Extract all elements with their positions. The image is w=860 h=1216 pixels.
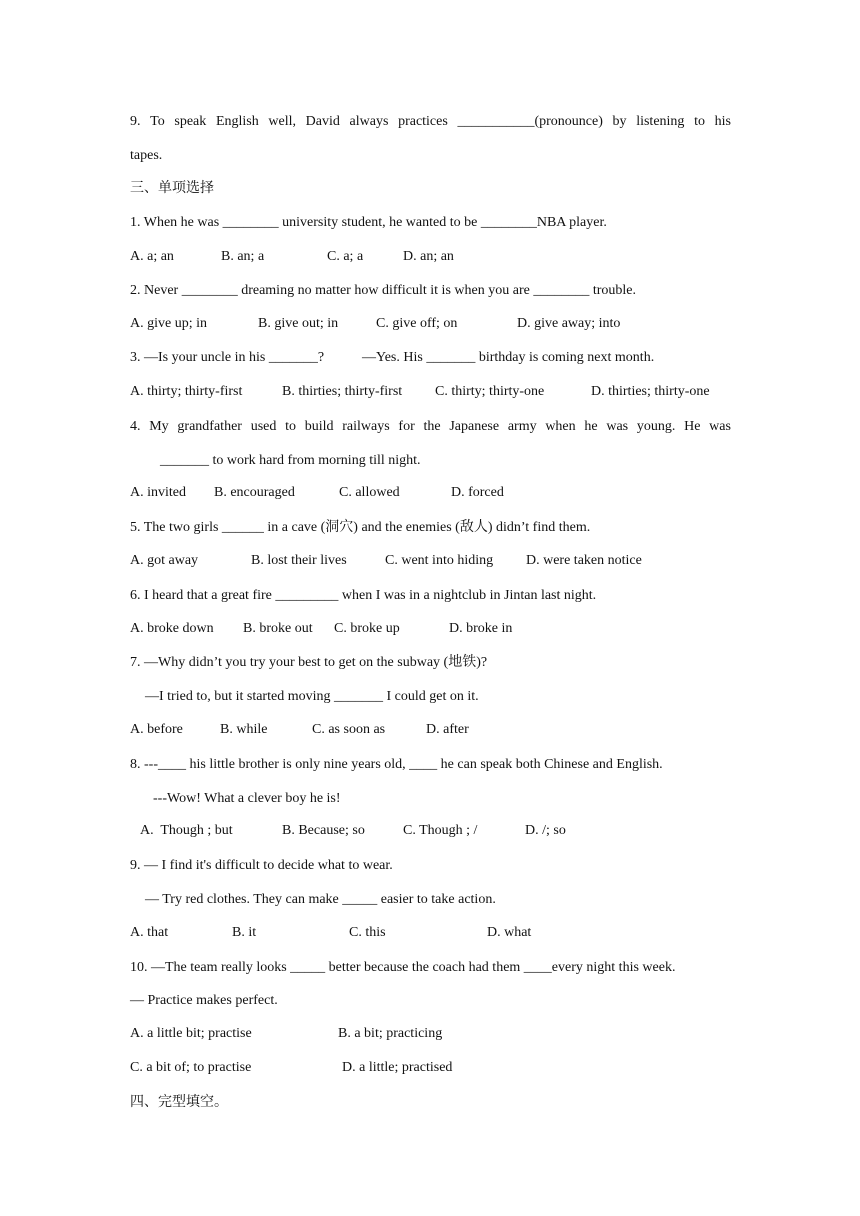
option-c: C. give off; on xyxy=(376,316,458,331)
section-heading-cloze: 四、完型填空。 xyxy=(130,1095,228,1110)
option-b: B. Because; so xyxy=(282,823,365,838)
option-d: D. forced xyxy=(451,485,504,500)
option-a: A. got away xyxy=(130,553,199,568)
word: David xyxy=(305,114,340,129)
word: 9. xyxy=(130,114,141,129)
answer-blank: ___________(pronounce) xyxy=(457,114,603,129)
word: young. xyxy=(636,419,676,434)
word: grandfather xyxy=(177,419,242,434)
option-a: A. thirty; thirty-first xyxy=(130,384,243,399)
word: the xyxy=(423,419,441,434)
word: used xyxy=(250,419,277,434)
question-7-stem: 7. —Why didn’t you try your best to get on the subway (地铁)? xyxy=(130,655,488,670)
option-c: C. went into hiding xyxy=(385,553,494,568)
section-heading-multiple-choice: 三、单项选择 xyxy=(130,181,214,196)
word: English xyxy=(215,114,259,129)
word: He xyxy=(684,419,701,434)
option-c: C. thirty; thirty-one xyxy=(435,384,545,399)
question-3-prompt: 3. —Is your uncle in his _______? xyxy=(130,350,325,365)
question-3-response: —Yes. His _______ birthday is coming next month. xyxy=(362,350,655,365)
option-b: B. encouraged xyxy=(214,485,295,500)
option-d: D. an; an xyxy=(403,249,454,264)
question-8-reply: ---Wow! What a clever boy he is! xyxy=(153,791,341,806)
word: was xyxy=(606,419,629,434)
option-c: C. a bit of; to practise xyxy=(130,1060,252,1075)
option-c: C. allowed xyxy=(339,485,400,500)
word: My xyxy=(149,419,169,434)
option-a: A. give up; in xyxy=(130,316,207,331)
question-10-reply: — Practice makes perfect. xyxy=(130,993,278,1008)
option-b: B. give out; in xyxy=(258,316,339,331)
word: to xyxy=(285,419,296,434)
word: for xyxy=(398,419,415,434)
word: listening xyxy=(636,114,685,129)
question-4-stem-line1 xyxy=(130,418,731,436)
option-d: D. after xyxy=(426,722,469,737)
word: when xyxy=(545,419,576,434)
option-c: C. Though ; / xyxy=(403,823,478,838)
word: practices xyxy=(398,114,448,129)
option-b: B. lost their lives xyxy=(251,553,347,568)
word: build xyxy=(304,419,334,434)
option-c: C. this xyxy=(349,925,386,940)
option-a: A. broke down xyxy=(130,621,214,636)
word: to xyxy=(694,114,705,129)
word: railways xyxy=(342,419,390,434)
option-a: A. before xyxy=(130,722,183,737)
word: speak xyxy=(174,114,207,129)
word: well, xyxy=(268,114,296,129)
option-a: A. a little bit; practise xyxy=(130,1026,252,1041)
fill-question-9-line2: tapes. xyxy=(130,148,163,163)
question-1-stem: 1. When he was ________ university student, he wanted to be ________NBA player. xyxy=(130,215,607,230)
option-d: D. give away; into xyxy=(517,316,621,331)
option-c: C. broke up xyxy=(334,621,400,636)
question-8-stem: 8. ---____ his little brother is only nine years old, ____ he can speak both Chinese and English. xyxy=(130,757,663,772)
word: his xyxy=(714,114,731,129)
word: by xyxy=(612,114,627,129)
option-b: B. an; a xyxy=(221,249,265,264)
word: he xyxy=(584,419,598,434)
option-a: A. that xyxy=(130,925,169,940)
question-2-stem: 2. Never ________ dreaming no matter how difficult it is when you are ________ trouble. xyxy=(130,283,636,298)
option-a: A. a; an xyxy=(130,249,174,264)
question-10-stem: 10. —The team really looks _____ better because the coach had them ____every night this week. xyxy=(130,960,676,975)
question-7-reply: —I tried to, but it started moving _______ I could get on it. xyxy=(145,689,479,704)
option-b: B. thirties; thirty-first xyxy=(282,384,403,399)
fill-question-9-line1 xyxy=(130,113,731,131)
option-b: B. a bit; practicing xyxy=(338,1026,443,1041)
option-d: D. /; so xyxy=(525,823,566,838)
question-5-stem: 5. The two girls ______ in a cave (洞穴) and the enemies (敌人) didn’t find them. xyxy=(130,520,591,535)
option-c: C. a; a xyxy=(327,249,364,264)
option-d: D. what xyxy=(487,925,532,940)
option-b: B. while xyxy=(220,722,268,737)
word: was xyxy=(709,419,731,434)
option-b: B. it xyxy=(232,925,257,940)
word: always xyxy=(349,114,389,129)
option-a: A. Though ; but xyxy=(140,823,233,838)
question-9-reply: — Try red clothes. They can make _____ easier to take action. xyxy=(145,892,496,907)
question-4-stem-line2: _______ to work hard from morning till night. xyxy=(160,453,421,468)
word: To xyxy=(150,114,165,129)
option-d: D. a little; practised xyxy=(342,1060,453,1075)
option-b: B. broke out xyxy=(243,621,313,636)
option-a: A. invited xyxy=(130,485,186,500)
question-6-stem: 6. I heard that a great fire _________ when I was in a nightclub in Jintan last night. xyxy=(130,588,597,603)
option-c: C. as soon as xyxy=(312,722,386,737)
option-d: D. were taken notice xyxy=(526,553,642,568)
word: army xyxy=(507,419,537,434)
option-d: D. thirties; thirty-one xyxy=(591,384,710,399)
question-9-stem: 9. — I find it's difficult to decide what to wear. xyxy=(130,858,393,873)
word: Japanese xyxy=(449,419,500,434)
option-d: D. broke in xyxy=(449,621,513,636)
word: 4. xyxy=(130,419,141,434)
